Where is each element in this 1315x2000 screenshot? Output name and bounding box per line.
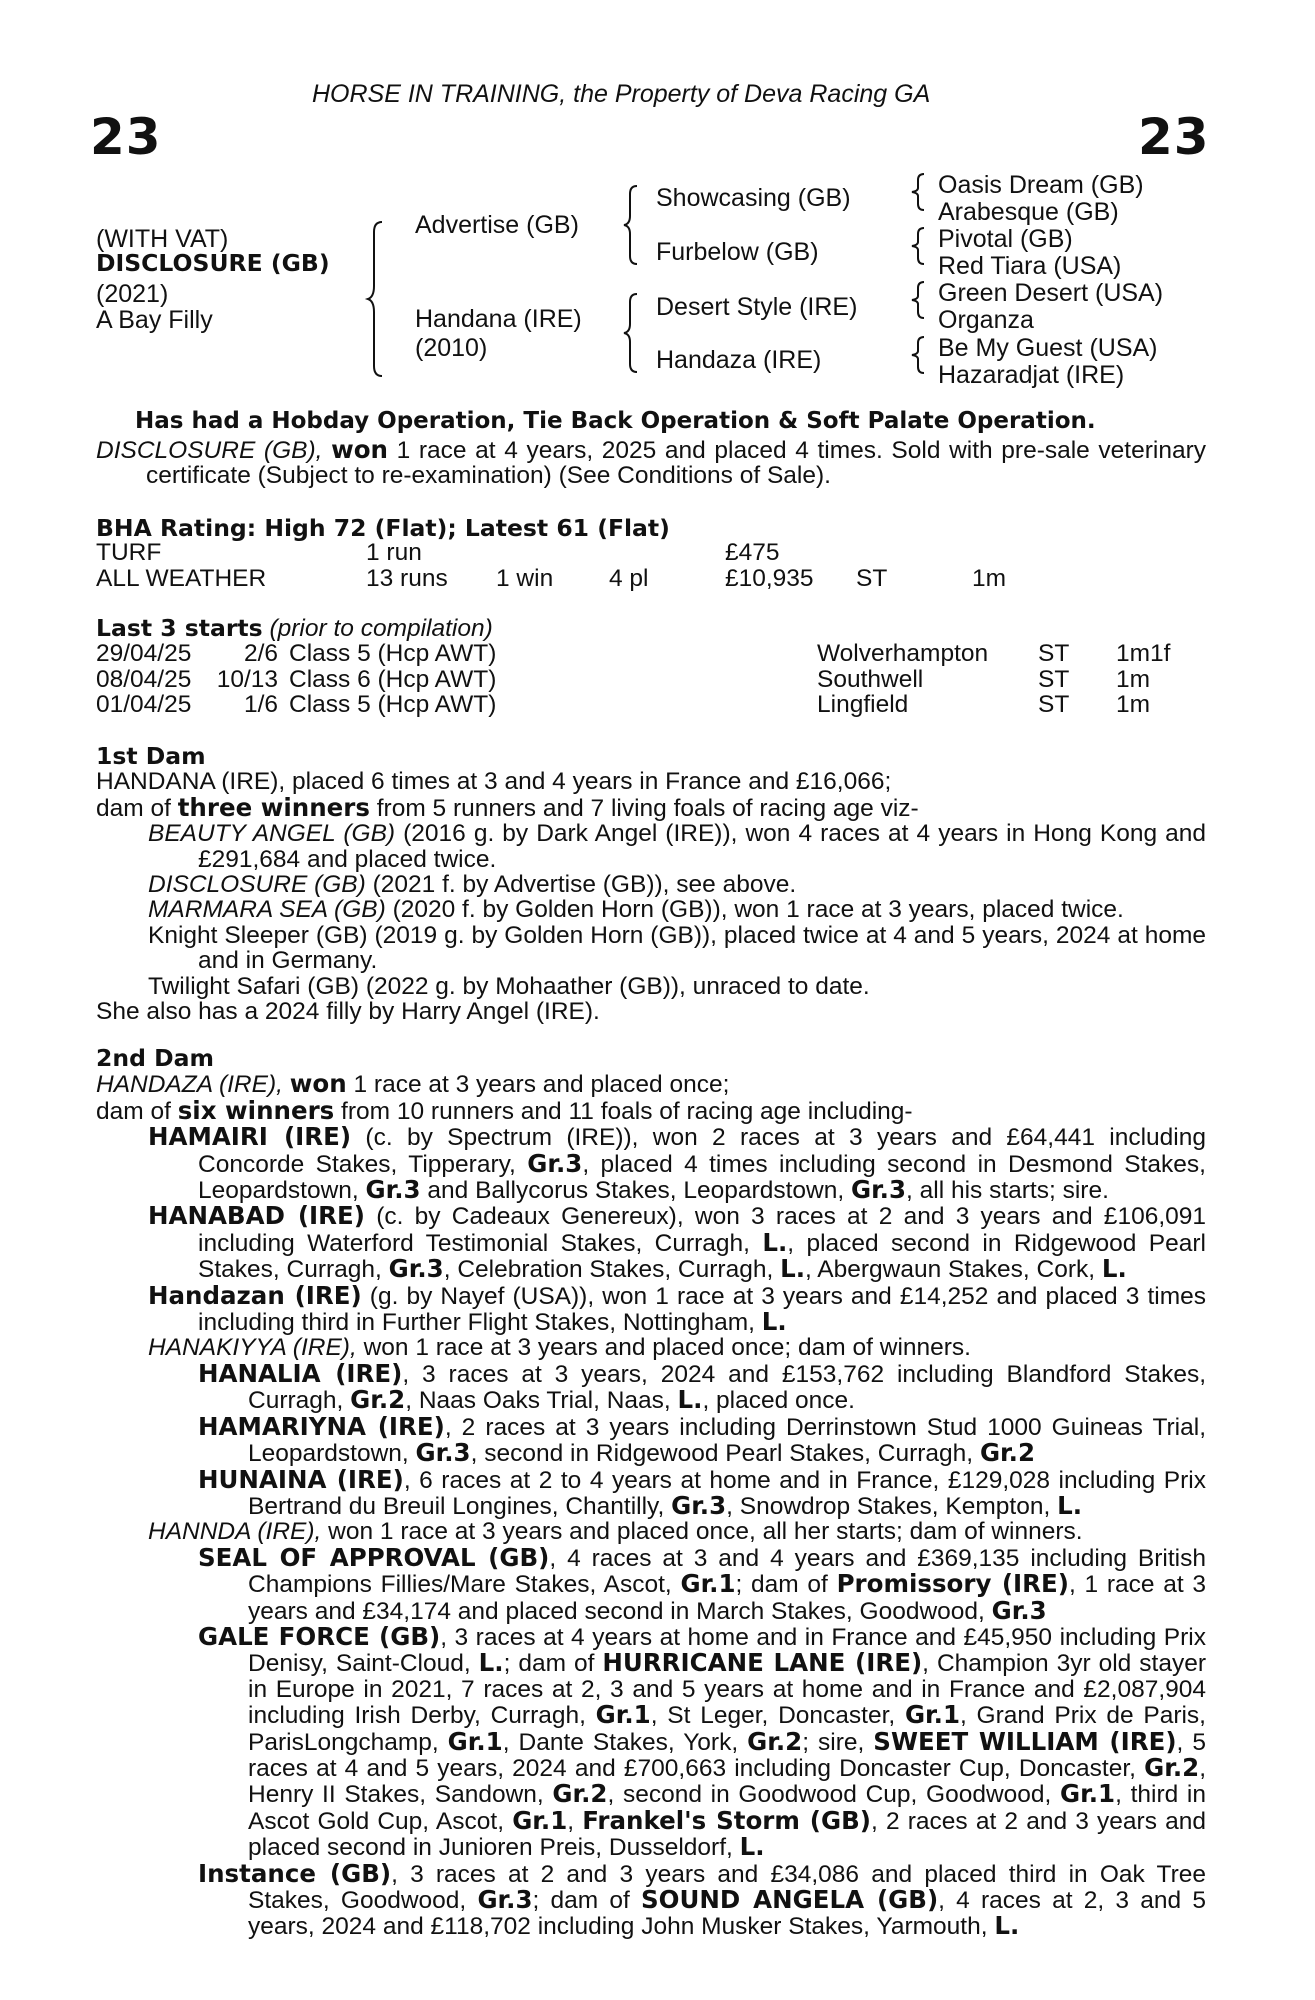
produce-entry: HANNDA (IRE), won 1 race at 3 years and placed once, all her starts; dam of winners. — [148, 1518, 1083, 1546]
sire-name: Advertise (GB) — [415, 211, 579, 239]
last-starts-heading — [96, 616, 493, 641]
grandsire-5: Green Desert (USA) — [938, 279, 1164, 307]
second-dam-line: HANDAZA (IRE), won 1 race at 3 years and placed once; — [96, 1069, 730, 1099]
horse-name: DISCLOSURE (GB) — [96, 249, 330, 277]
record-row-turf — [96, 540, 1196, 566]
record-wins: 1 win — [496, 564, 554, 592]
first-dam-line: HANDANA (IRE), placed 6 times at 3 and 4 years in France and £16,066; — [96, 768, 892, 796]
grandsire-3: Pivotal (GB) — [938, 225, 1073, 253]
produce-entry: Instance (GB), 3 races at 2 and 3 years and £34,086 and placed third in Oak Tree Stakes, Goodwood, Gr.3; dam of SOUND ANGELA (GB), 4 races at 2, 3 and 5 years, 2024 and £118,702 including John Musker Stakes, Yarmouth, L. — [198, 1858, 1206, 1941]
start-date: 01/04/25 — [96, 691, 192, 718]
last-start-row — [96, 692, 1196, 718]
grand-produce-entry: HANALIA (IRE), 3 races at 3 years, 2024 and £153,762 including Blandford Stakes, Curragh, Gr.2, Naas Oaks Trial, Naas, L., placed once. — [198, 1358, 1207, 1415]
start-position: 10/13 — [216, 665, 278, 693]
grandsire-1: Oasis Dream (GB) — [938, 171, 1144, 199]
bha-rating: BHA Rating: High 72 (Flat); Latest 61 (Flat) — [96, 514, 670, 542]
pedigree-brace — [912, 172, 928, 212]
record-distance: 1m — [972, 564, 1007, 592]
produce-entry: HAMAIRI (IRE) (c. by Spectrum (IRE)), won 2 races at 3 years and £64,441 including Concorde Stakes, Tipperary, Gr.3, placed 4 times including second in Desmond Stakes, Leopardstown, Gr.3 and Ballycorus Stakes, Leopardstown, Gr.3, all his starts; sire. — [148, 1122, 1206, 1205]
summary-text: 1 race at 4 years, 2025 and placed 4 times. Sold with pre-sale veterinary certificate (Subject to re-examination) (See Conditions of Sale). — [146, 437, 1206, 490]
first-dam-also: She also has a 2024 filly by Harry Angel (IRE). — [96, 998, 600, 1026]
pedigree-brace — [912, 226, 928, 266]
operations-note: Has had a Hobday Operation, Tie Back Operation & Soft Palate Operation. — [135, 408, 1096, 434]
record-going: ST — [856, 564, 888, 592]
start-class: Class 6 (Hcp AWT) — [289, 665, 497, 693]
dam-name: Handana (IRE) — [415, 305, 582, 333]
grand-produce-entry: SEAL OF APPROVAL (GB), 4 races at 3 and 4 years and £369,135 including British Champions Fillies/Mare Stakes, Ascot, Gr.1; dam of Promissory (IRE), 1 race at 3 years and £34,174 and placed second in March Stakes, Goodwood, Gr.3 — [198, 1542, 1206, 1625]
pedigree-brace — [368, 220, 388, 378]
start-course: Lingfield — [817, 691, 909, 718]
first-dam-title: 1st Dam — [96, 742, 206, 770]
start-course: Southwell — [817, 665, 924, 693]
sire-dam-name: Furbelow (GB) — [656, 238, 819, 266]
summary — [96, 437, 1206, 489]
grandsire-8: Hazaradjat (IRE) — [938, 361, 1125, 389]
second-dam-section — [96, 1046, 1206, 1940]
dam-dam-name: Handaza (IRE) — [656, 346, 822, 374]
last-start-row — [96, 667, 1196, 693]
record-surface: TURF — [96, 539, 162, 566]
record-row-all-weather — [96, 566, 1196, 592]
last-starts-title: Last 3 starts — [96, 614, 263, 642]
page-header-title: HORSE IN TRAINING, the Property of Deva Racing GA — [312, 80, 931, 108]
pedigree-brace — [624, 292, 642, 374]
produce-entry: Handazan (IRE) (g. by Nayef (USA)), won 1 race at 3 years and £14,252 and placed 3 times including third in Further Flight Stakes, Nottingham, L. — [148, 1280, 1206, 1337]
grandsire-2: Arabesque (GB) — [938, 198, 1119, 226]
first-dam-section — [96, 744, 1206, 1024]
record-runs: 13 runs — [366, 564, 448, 592]
summary-horse-name: DISCLOSURE (GB), — [96, 437, 323, 464]
start-distance: 1m — [1116, 691, 1151, 718]
horse-year: (2021) — [96, 280, 169, 308]
start-class: Class 5 (Hcp AWT) — [289, 691, 497, 718]
produce-entry: HANAKIYYA (IRE), won 1 race at 3 years and placed once; dam of winners. — [148, 1334, 971, 1362]
start-date: 29/04/25 — [96, 640, 192, 667]
produce-entry: HANABAD (IRE) (c. by Cadeaux Genereux), won 3 races at 2 and 3 years and £106,091 including Waterford Testimonial Stakes, Curragh, L., placed second in Ridgewood Pearl Stakes, Curragh, Gr.3, Celebration Stakes, Curragh, L., Abergwaun Stakes, Cork, L. — [148, 1201, 1206, 1284]
dam-sire-name: Desert Style (IRE) — [656, 293, 858, 321]
record-prize: £475 — [725, 539, 780, 566]
race-record — [96, 540, 1196, 591]
grandsire-7: Be My Guest (USA) — [938, 334, 1158, 362]
record-places: 4 pl — [609, 564, 649, 592]
last-starts-table — [96, 641, 1196, 718]
start-position: 1/6 — [243, 691, 278, 718]
foal-entry: DISCLOSURE (GB) (2021 f. by Advertise (GB)), see above. — [148, 871, 797, 899]
dam-year: (2010) — [415, 334, 488, 362]
foal-entry: MARMARA SEA (GB) (2020 f. by Golden Horn (GB)), won 1 race at 3 years, placed twice. — [148, 896, 1124, 924]
start-going: ST — [1038, 665, 1070, 693]
grand-produce-entry: HUNAINA (IRE), 6 races at 2 to 4 years at home and in France, £129,028 including Prix Bertrand du Breuil Longines, Chantilly, Gr.3, Snowdrop Stakes, Kempton, L. — [198, 1464, 1206, 1520]
pedigree-brace — [912, 280, 928, 320]
grand-produce-entry: HAMARIYNA (IRE), 2 races at 3 years including Derrinstown Stud 1000 Guineas Trial, Leopardstown, Gr.3, second in Ridgewood Pearl Stakes, Curragh, Gr.2 — [198, 1411, 1206, 1468]
pedigree-brace — [912, 335, 928, 375]
pedigree-brace — [624, 184, 642, 266]
record-surface: ALL WEATHER — [96, 564, 267, 592]
start-course: Wolverhampton — [817, 640, 989, 667]
record-runs: 1 run — [366, 539, 422, 566]
second-dam-title: 2nd Dam — [96, 1044, 214, 1072]
last-starts-note: (prior to compilation) — [269, 615, 493, 642]
second-dam-produce-line: dam of six winners from 10 runners and 11 foals of racing age including- — [96, 1095, 913, 1125]
vat-label: (WITH VAT) — [96, 225, 229, 253]
foal-entry: BEAUTY ANGEL (GB) (2016 g. by Dark Angel (IRE)), won 4 races at 4 years in Hong Kong and £291,684 and placed twice. — [148, 820, 1206, 873]
grand-produce-entry: GALE FORCE (GB), 3 races at 4 years at home and in France and £45,950 including Prix Denisy, Saint-Cloud, L.; dam of HURRICANE LANE (IRE), Champion 3yr old stayer in Europe in 2021, 7 races at 2, 3 and 5 years at home and in France and £2,087,904 including Irish Derby, Curragh, Gr.1, St Leger, Doncaster, Gr.1, Grand Prix de Paris, ParisLongchamp, Gr.1, Dante Stakes, York, Gr.2; sire, SWEET WILLIAM (IRE), 5 races at 4 and 5 years, 2024 and £700,663 including Doncaster Cup, Doncaster, Gr.2, Henry II Stakes, Sandown, Gr.2, second in Goodwood Cup, Goodwood, Gr.1, third in Ascot Gold Cup, Ascot, Gr.1, Frankel's Storm (GB), 2 races at 2 and 3 years and placed second in Junioren Preis, Dusseldorf, L. — [198, 1621, 1207, 1862]
start-position: 2/6 — [243, 640, 278, 667]
start-going: ST — [1038, 691, 1070, 718]
foal-entry: Knight Sleeper (GB) (2019 g. by Golden Horn (GB)), placed twice at 4 and 5 years, 2024 at home and in Germany. — [148, 921, 1206, 975]
start-date: 08/04/25 — [96, 665, 192, 693]
record-prize: £10,935 — [725, 564, 814, 592]
start-going: ST — [1038, 640, 1070, 667]
horse-description: A Bay Filly — [96, 306, 213, 334]
start-distance: 1m1f — [1116, 640, 1171, 667]
lot-number-right: 23 — [1138, 108, 1210, 166]
grandsire-4: Red Tiara (USA) — [938, 252, 1122, 280]
sire-sire-name: Showcasing (GB) — [656, 184, 851, 212]
start-class: Class 5 (Hcp AWT) — [289, 640, 497, 667]
lot-number-left: 23 — [90, 108, 162, 166]
grandsire-6: Organza — [938, 306, 1034, 334]
foal-entry: Twilight Safari (GB) (2022 g. by Mohaather (GB)), unraced to date. — [148, 972, 870, 1000]
summary-won: won — [331, 435, 388, 464]
first-dam-produce-line: dam of three winners from 5 runners and 7 living foals of racing age viz- — [96, 792, 919, 822]
last-start-row — [96, 641, 1196, 667]
start-distance: 1m — [1116, 665, 1151, 693]
